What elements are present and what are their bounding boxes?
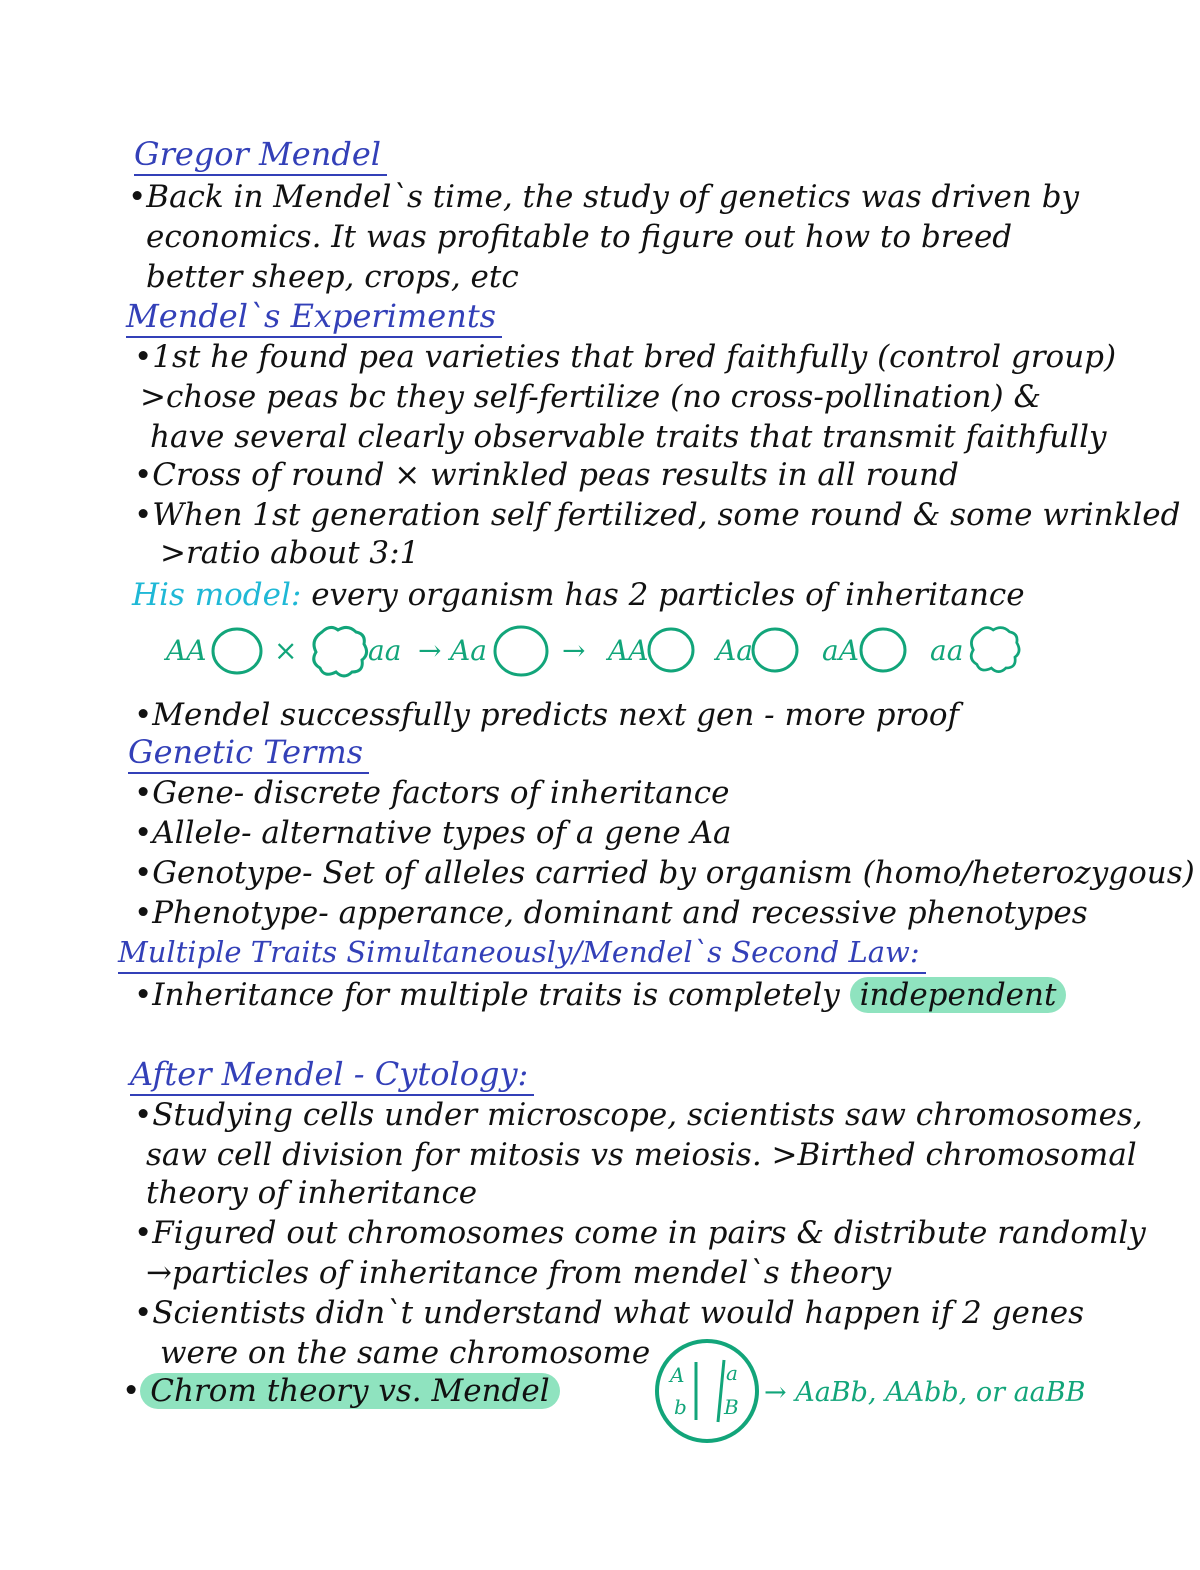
note-line: theory of inheritance (146, 1175, 478, 1211)
note-line: saw cell division for mitosis vs meiosis. >Birthed chromosomal (146, 1137, 1137, 1173)
genotype-f2: Aa (716, 634, 753, 667)
genotype-f1: Aa (450, 634, 487, 667)
note-line: >ratio about 3:1 (160, 535, 420, 571)
heading-second-law: Multiple Traits Simultaneously/Mendel`s Second Law: (118, 932, 926, 974)
note-line: have several clearly observable traits that transmit faithfully (150, 419, 1107, 455)
note-line (134, 976, 1066, 1014)
cross-symbol: × (274, 634, 298, 667)
allele-label: a (726, 1361, 738, 1385)
arrow-icon: → (418, 634, 442, 667)
model-line (132, 576, 1025, 614)
heading-cytology: After Mendel - Cytology: (130, 1054, 534, 1096)
allele-label: A (670, 1363, 685, 1387)
arrow-icon: → (562, 634, 586, 667)
allele-label: B (724, 1395, 739, 1419)
note-line: •Studying cells under microscope, scientists saw chromosomes, (134, 1097, 1143, 1133)
note-line: •Allele- alternative types of a gene Aa (134, 815, 732, 851)
round-pea-icon (646, 626, 696, 674)
note-line: •1st he found pea varieties that bred faithfully (control group) (134, 339, 1117, 375)
note-line: • Chrom theory vs. Mendel (122, 1372, 560, 1410)
note-line: •Back in Mendel`s time, the study of genetics was driven by (128, 179, 1080, 215)
round-pea-icon (492, 624, 550, 678)
model-text: every organism has 2 particles of inheritance (311, 577, 1025, 613)
note-line: •Genotype- Set of alleles carried by organism (homo/heterozygous) (134, 855, 1195, 891)
genotype-aa-recessive: aa (368, 634, 402, 667)
model-label: His model: (132, 577, 302, 613)
heading-mendels-experiments: Mendel`s Experiments (126, 296, 502, 338)
heading-genetic-terms: Genetic Terms (128, 732, 369, 774)
note-line: >chose peas bc they self-fertilize (no cross-pollination) & (140, 379, 1042, 415)
genotype-f2: AA (608, 634, 649, 667)
highlight-independent: independent (850, 977, 1067, 1013)
note-line: →particles of inheritance from mendel`s theory (146, 1255, 892, 1291)
note-line: •Gene- discrete factors of inheritance (134, 775, 730, 811)
note-line: were on the same chromosome (160, 1335, 651, 1371)
round-pea-icon (750, 626, 800, 674)
note-line: •Figured out chromosomes come in pairs & distribute randomly (134, 1215, 1146, 1251)
wrinkled-pea-icon (966, 622, 1024, 676)
note-line: •Scientists didn`t understand what would happen if 2 genes (134, 1295, 1085, 1331)
wrinkled-pea-icon (308, 622, 372, 680)
cell-result: → AaBb, AAbb, or aaBB (764, 1377, 1086, 1408)
note-line: •Mendel successfully predicts next gen - more proof (134, 697, 960, 733)
allele-label: b (674, 1395, 687, 1419)
highlight-chrom-theory: Chrom theory vs. Mendel (140, 1373, 559, 1409)
second-law-text: •Inheritance for multiple traits is completely (134, 977, 840, 1013)
note-line: •When 1st generation self fertilized, some round & some wrinkled (134, 497, 1181, 533)
round-pea-icon (210, 626, 264, 676)
note-line: •Cross of round × wrinkled peas results in all round (134, 457, 959, 493)
note-line: •Phenotype- apperance, dominant and recessive phenotypes (134, 895, 1088, 931)
genotype-f2: aa (930, 634, 964, 667)
genotype-aa-dominant: AA (166, 634, 207, 667)
note-line: better sheep, crops, etc (146, 259, 519, 295)
cell-diagram-icon (652, 1336, 762, 1446)
round-pea-icon (858, 626, 908, 674)
genotype-f2: aA (822, 634, 859, 667)
note-line: economics. It was profitable to figure out how to breed (146, 219, 1013, 255)
heading-gregor-mendel: Gregor Mendel (134, 134, 387, 176)
